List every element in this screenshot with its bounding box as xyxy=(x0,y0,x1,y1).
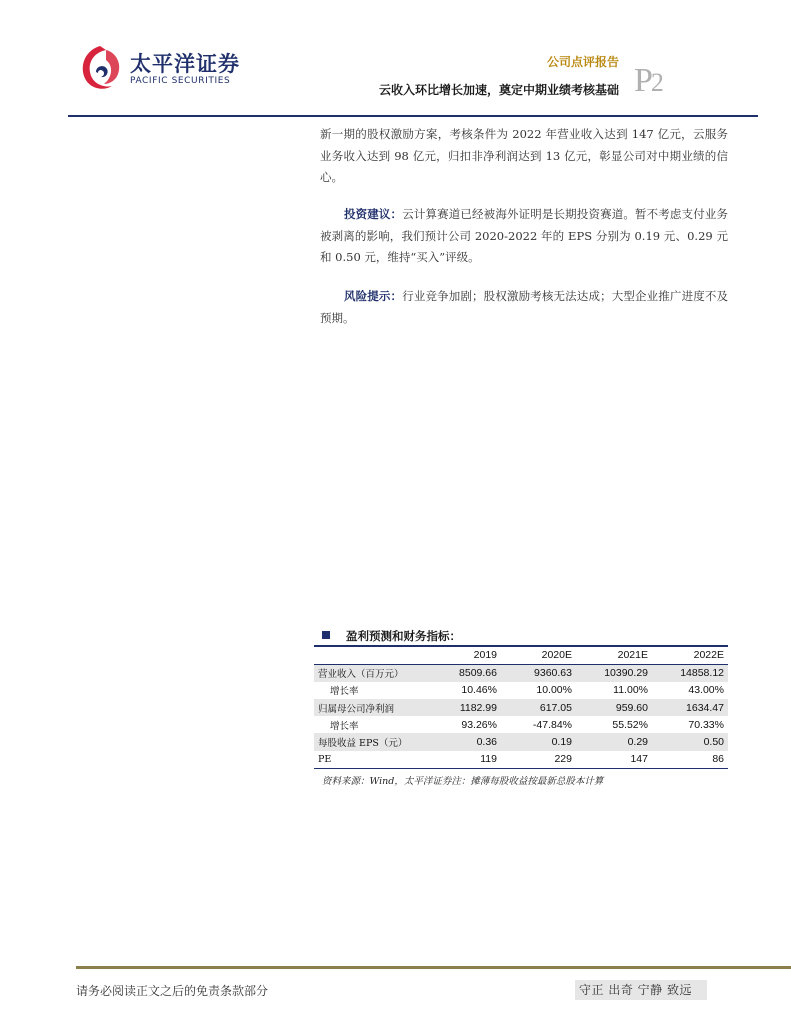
table-cell: 10390.29 xyxy=(576,664,652,681)
table-cell: 86 xyxy=(652,751,728,768)
row-label: 增长率 xyxy=(330,720,359,732)
table-cell: 10.46% xyxy=(461,684,497,697)
table-cell: 0.19 xyxy=(501,733,576,750)
table-row xyxy=(314,699,728,716)
table-cell: 11.00% xyxy=(613,684,648,697)
table-row xyxy=(314,733,728,750)
table-cell: 43.00% xyxy=(688,684,724,697)
footer-divider xyxy=(76,966,791,969)
table-cell: 93.26% xyxy=(461,718,497,731)
table-cell: -47.84% xyxy=(532,718,572,731)
table-title xyxy=(322,628,461,644)
table-header-cell: 2020E xyxy=(501,647,576,664)
table-row xyxy=(314,664,728,681)
row-label: PE xyxy=(314,751,426,768)
page-prefix: P xyxy=(634,62,651,99)
row-label: 增长率 xyxy=(330,686,359,698)
report-type: 公司点评报告 xyxy=(546,55,619,69)
table-cell: 55.52% xyxy=(612,718,648,731)
table-header-cell: 2019 xyxy=(426,647,501,664)
row-label: 每股收益 EPS（元） xyxy=(314,733,426,750)
table-source-note: 资料来源：Wind，太平洋证券注：摊薄每股收益按最新总股本计算 xyxy=(322,776,604,787)
table-cell: 1182.99 xyxy=(426,699,501,716)
table-row xyxy=(314,682,728,699)
table-cell: 119 xyxy=(426,751,501,768)
table-cell: 1634.47 xyxy=(652,699,728,716)
company-logo xyxy=(76,42,240,94)
table-cell: 9360.63 xyxy=(501,664,576,681)
paragraph-risk-warning xyxy=(320,286,728,329)
table-title-text: 盈利预测和财务指标： xyxy=(346,629,461,643)
table-cell: 617.05 xyxy=(501,699,576,716)
table-cell: 0.29 xyxy=(576,733,652,750)
footer-disclaimer: 请务必阅读正文之后的免责条款部分 xyxy=(76,984,269,998)
table-header-cell: 2021E xyxy=(576,647,652,664)
logo-chinese-name: 太平洋证券 xyxy=(130,52,240,76)
logo-english-name: PACIFIC SECURITIES xyxy=(130,76,231,86)
risk-warning-text: 行业竞争加剧；股权激励考核无法达成；大型企业推广进度不及预期。 xyxy=(320,289,728,325)
paragraph-investment-advice xyxy=(320,204,728,269)
table-cell: 959.60 xyxy=(576,699,652,716)
table-header-cell: 2022E xyxy=(652,647,728,664)
table-cell: 0.50 xyxy=(652,733,728,750)
row-label: 营业收入（百万元） xyxy=(314,664,426,681)
paragraph-incentive-plan: 新一期的股权激励方案，考核条件为 2022 年营业收入达到 147 亿元，云服务业务收入达到 98 亿元，归扣非净利润达到 13 亿元，彰显公司对中期业绩的信心。 xyxy=(320,127,728,184)
table-header-row xyxy=(314,647,728,664)
header-divider xyxy=(68,115,758,117)
row-label: 归属母公司净利润 xyxy=(314,699,426,716)
financial-forecast-table xyxy=(314,647,728,769)
table-cell: 14858.12 xyxy=(652,664,728,681)
table-cell: 0.36 xyxy=(426,733,501,750)
investment-advice-label: 投资建议： xyxy=(344,207,403,221)
investment-advice-text: 云计算赛道已经被海外证明是长期投资赛道。暂不考虑支付业务被剥离的影响，我们预计公司 2020-2022 年的 EPS 分别为 0.19 元、0.29 元和 0.50 元，维持“买入”评级。 xyxy=(320,207,728,264)
table-cell: 70.33% xyxy=(688,718,724,731)
table-cell: 229 xyxy=(501,751,576,768)
pacific-securities-logo-icon xyxy=(76,42,124,94)
table-row xyxy=(314,716,728,733)
table-row xyxy=(314,751,728,768)
report-title: 云收入环比增长加速，奠定中期业绩考核基础 xyxy=(378,83,619,97)
page-number xyxy=(634,62,662,100)
square-bullet-icon xyxy=(322,631,330,639)
table-header-cell xyxy=(314,647,426,664)
page-number-value: 2 xyxy=(650,68,662,97)
table-cell: 147 xyxy=(576,751,652,768)
table-cell: 10.00% xyxy=(536,684,572,697)
risk-warning-label: 风险提示： xyxy=(344,289,403,303)
footer-motto: 守正 出奇 宁静 致远 xyxy=(575,980,707,1000)
table-cell: 8509.66 xyxy=(426,664,501,681)
